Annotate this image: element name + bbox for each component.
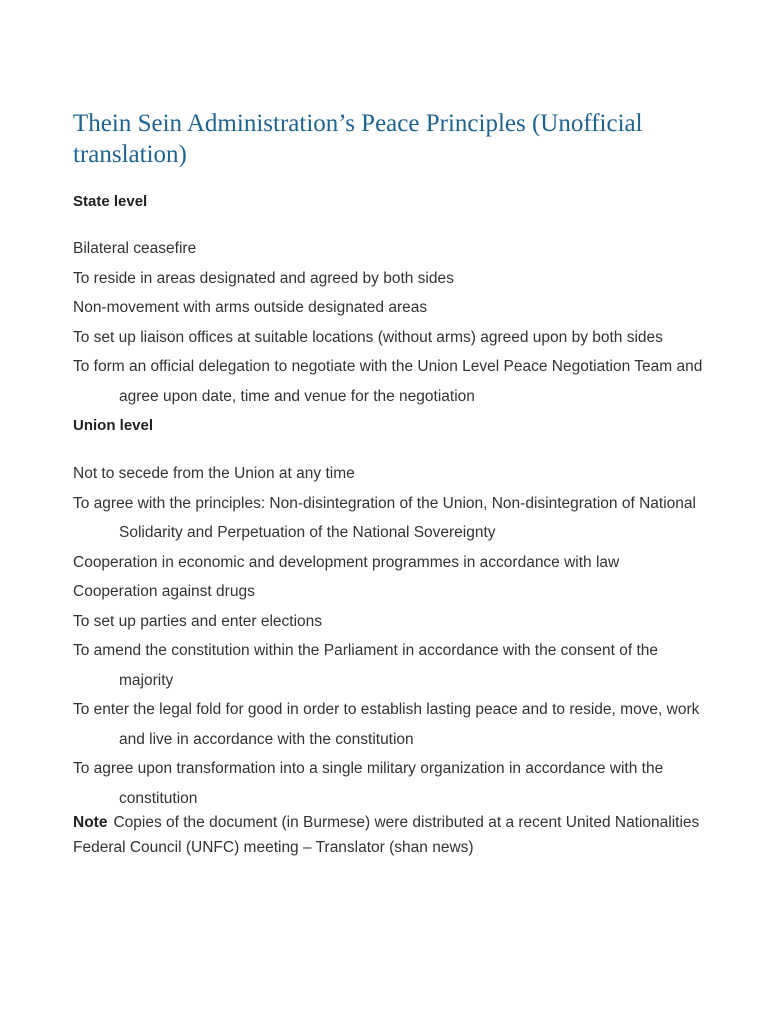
list-item: Cooperation against drugs (73, 583, 255, 600)
list-item: To set up liaison offices at suitable locations (without arms) agreed upon by both sides (73, 328, 663, 346)
state-level-list (73, 234, 713, 411)
list-item: Bilateral ceasefire (73, 240, 197, 257)
list-item: To agree with the principles: Non-disintegration of the Union, Non-disintegration of National Solidarity and Perpetuation of the National Sovereignty (73, 494, 696, 541)
list-item: Cooperation in economic and development programmes in accordance with law (73, 553, 620, 571)
translator-note (73, 810, 713, 860)
list-item: To agree upon transformation into a single military organization in accordance with the constitution (73, 760, 664, 807)
list-item: Not to secede from the Union at any time (73, 465, 355, 482)
list-item: To set up parties and enter elections (73, 612, 323, 630)
list-item: To reside in areas designated and agreed by both sides (73, 269, 454, 287)
union-level-heading: Union level (73, 417, 154, 434)
list-item: To amend the constitution within the Parliament in accordance with the consent of the majority (73, 642, 659, 689)
note-label: Note (73, 814, 108, 831)
union-level-list (73, 459, 713, 813)
list-item: To enter the legal fold for good in order to establish lasting peace and to reside, move, work and live in accordance with the constitution (73, 701, 700, 748)
list-item: To form an official delegation to negotiate with the Union Level Peace Negotiation Team and agree upon date, time and venue for the negotiation (73, 358, 703, 405)
note-text: Copies of the document (in Burmese) were distributed at a recent United Nationalities Federal Council (UNFC) meeting – Translator (shan news) (73, 814, 700, 856)
document-page (73, 108, 713, 860)
document-title: Thein Sein Administration’s Peace Principles (Unofficial translation) (73, 110, 643, 168)
state-level-heading: State level (73, 193, 148, 210)
list-item: Non-movement with arms outside designated areas (73, 299, 428, 316)
